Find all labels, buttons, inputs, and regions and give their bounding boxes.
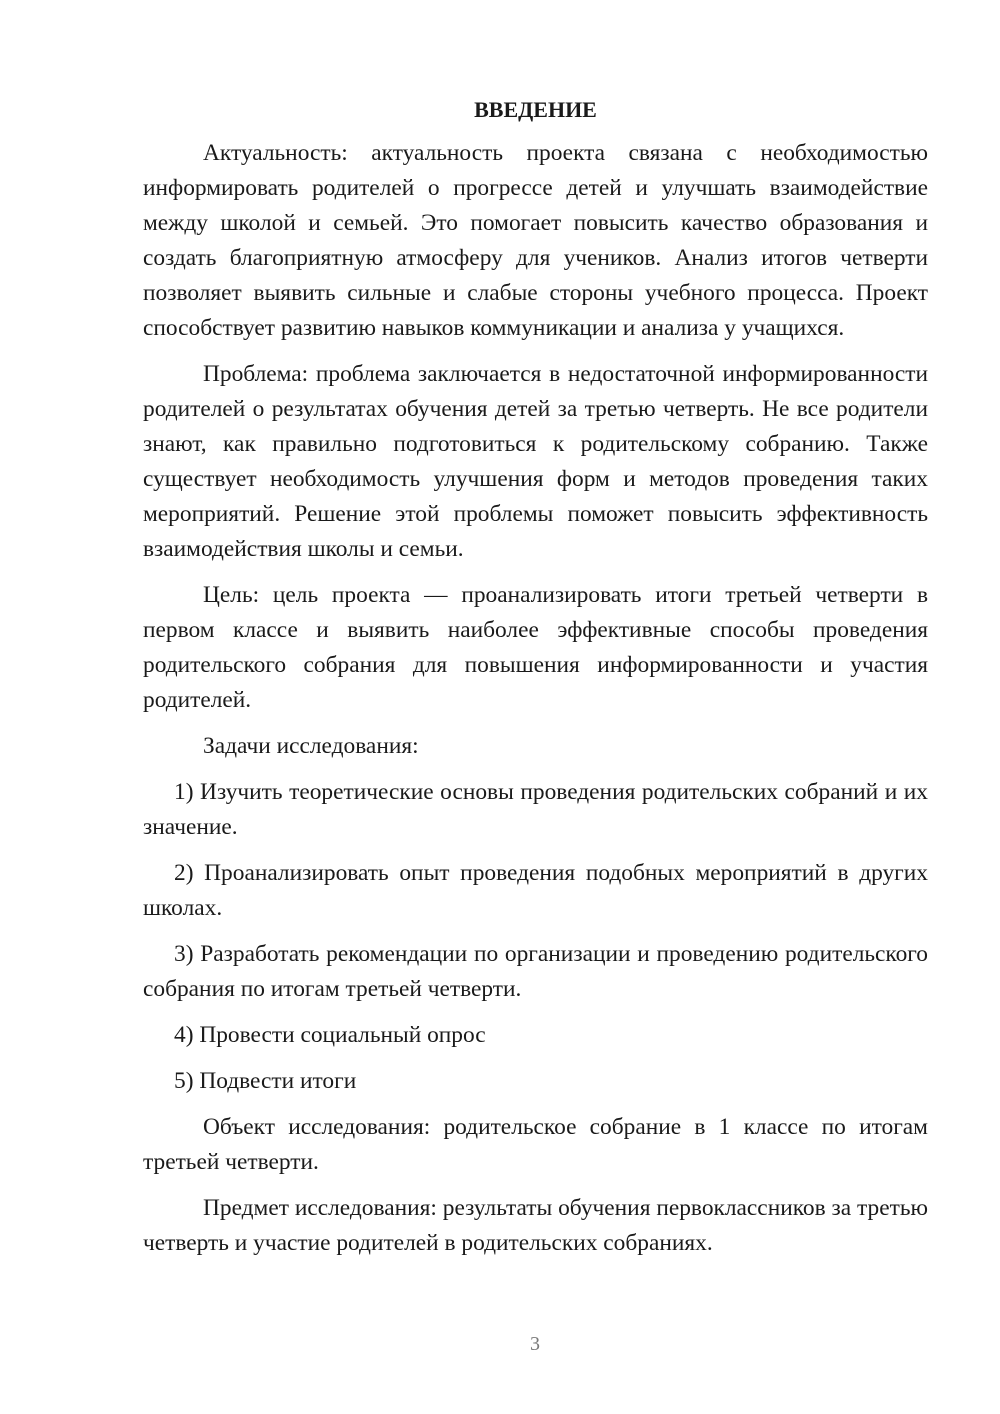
paragraph-object: Объект исследования: родительское собрание в 1 классе по итогам третьей четверти. [143,1114,928,1175]
task-item-1: 1) Изучить теоретические основы проведения родительских собраний и их значение. [143,779,928,840]
task-item-5: 5) Подвести итоги [174,1068,357,1094]
paragraph-tasks-heading: Задачи исследования: [203,733,419,759]
task-item-2: 2) Проанализировать опыт проведения подобных мероприятий в других школах. [143,860,928,921]
task-item-4: 4) Провести социальный опрос [174,1022,486,1048]
page-number: 3 [530,1333,540,1355]
paragraph-goal: Цель: цель проекта — проанализировать итоги третьей четверти в первом классе и выявить наиболее эффективные способы проведения родительского собрания для повышения информированности и участия родителей. [143,582,928,713]
task-item-3: 3) Разработать рекомендации по организации и проведению родительского собрания по итогам третьей четверти. [143,941,928,1002]
document-page [143,94,928,1272]
section-title: ВВЕДЕНИЕ [474,97,597,122]
paragraph-subject: Предмет исследования: результаты обучения первоклассников за третью четверть и участие родителей в родительских собраниях. [143,1195,928,1256]
paragraph-relevance: Актуальность: актуальность проекта связана с необходимостью информировать родителей о прогрессе детей и улучшать взаимодействие между школой и семьей. Это помогает повысить качество образования и создать благоприятную атмосферу для учеников. Анализ итогов четверти позволяет выявить сильные и слабые стороны учебного процесса. Проект способствует развитию навыков коммуникации и анализа у учащихся. [143,140,928,341]
paragraph-problem: Проблема: проблема заключается в недостаточной информированности родителей о результатах обучения детей за третью четверть. Не все родители знают, как правильно подготовиться к родительскому собранию. Также существует необходимость улучшения форм и методов проведения таких мероприятий. Решение этой проблемы поможет повысить эффективность взаимодействия школы и семьи. [143,361,928,562]
